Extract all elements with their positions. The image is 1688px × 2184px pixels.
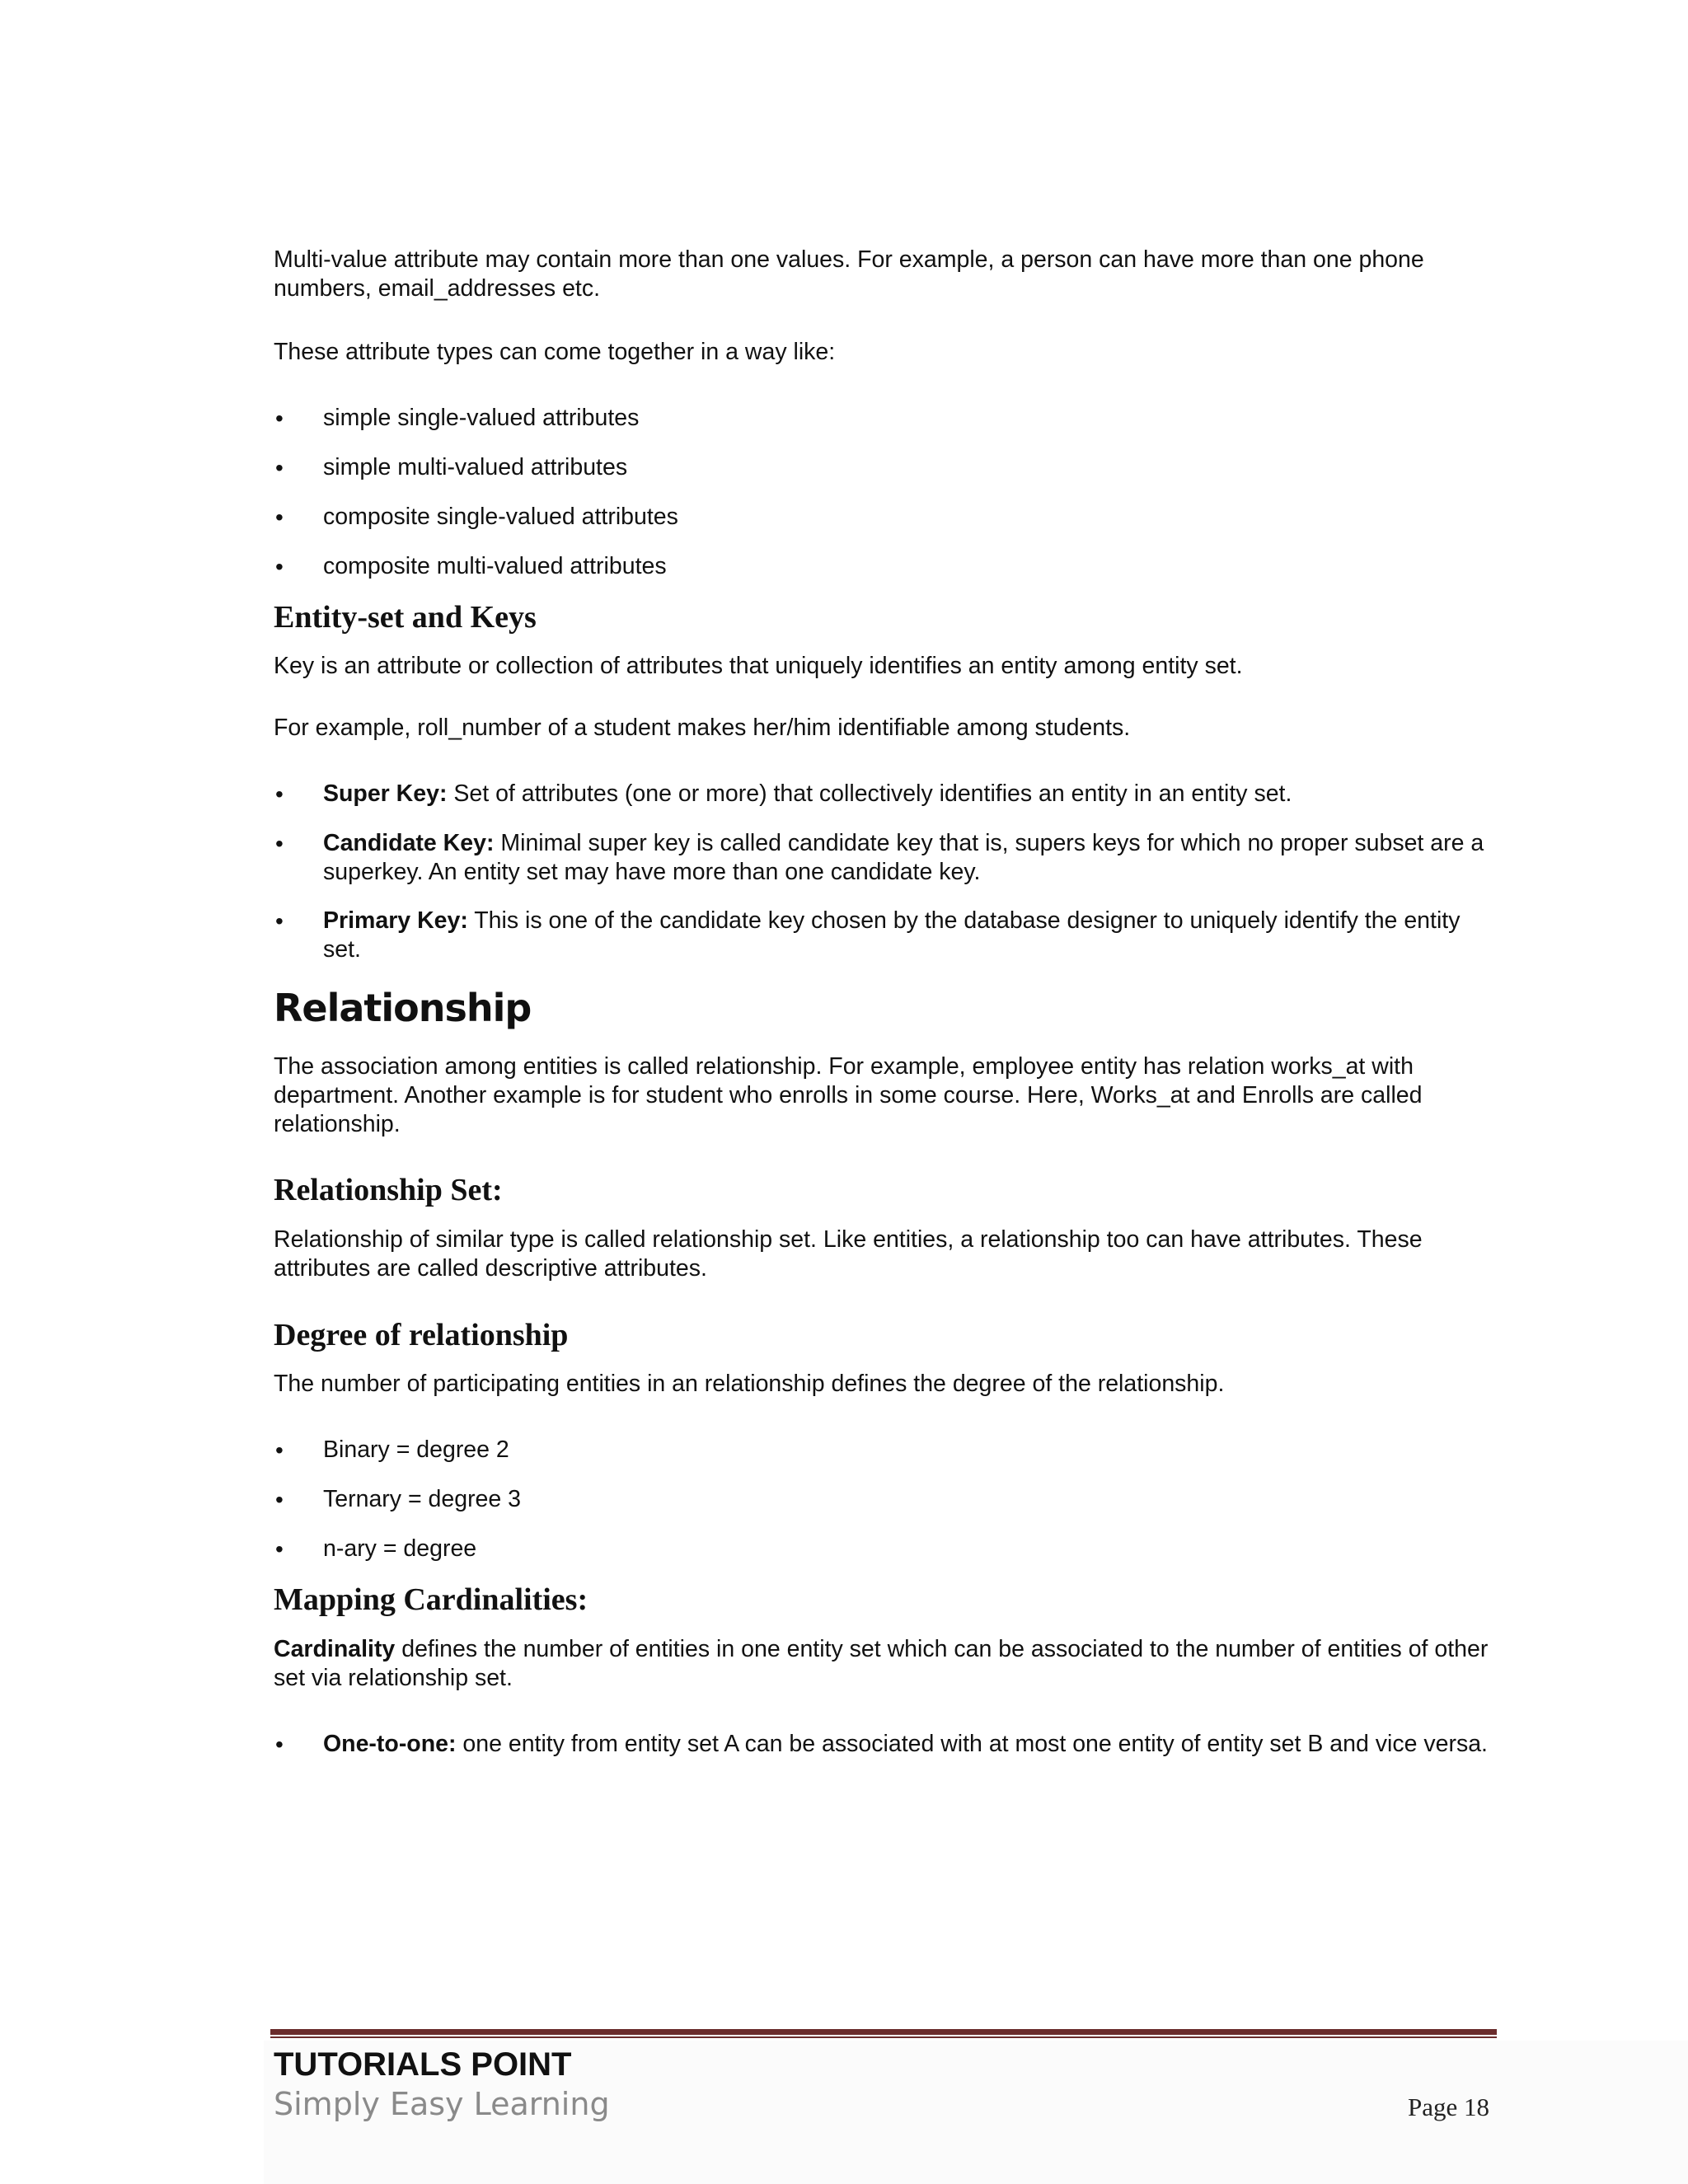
footer-brand: TUTORIALS POINT [274, 2046, 572, 2083]
attribute-types-list [274, 404, 1497, 581]
list-item: • composite single-valued attributes [275, 504, 678, 530]
page-number: Page 18 [1408, 2093, 1490, 2121]
footer-divider [270, 2029, 1497, 2035]
list-item: • Binary = degree 2 [275, 1436, 509, 1463]
footer-tagline: Simply Easy Learning [274, 2086, 610, 2122]
bullet-icon: • [275, 831, 284, 856]
key-definition: Key is an attribute or collection of attributes that uniquely identifies an entity among entity set. [274, 653, 1243, 679]
key-example: For example, roll_number of a student makes her/him identifiable among students. [274, 715, 1131, 741]
together-paragraph: These attribute types can come together in a way like: [274, 339, 836, 365]
bullet-icon: • [275, 554, 284, 579]
list-item: • Ternary = degree 3 [275, 1486, 522, 1512]
relationship-paragraph: The association among entities is called relationship. For example, employee entity has relation works_at with department. Another example is for student who enrolls in some course. Here, Works_at and Enrolls are called relationship. [274, 1053, 1423, 1137]
list-item: • One-to-one: one entity from entity set A can be associated with at most one entity of entity set B and vice versa. [275, 1731, 1488, 1757]
cardinality-paragraph: Cardinality defines the number of entities in one entity set which can be associated to the number of entities of other set via relationship set. [274, 1636, 1489, 1691]
relationship-set-paragraph: Relationship of similar type is called relationship set. Like entities, a relationship too can have attributes. These attributes are called descriptive attributes. [274, 1226, 1423, 1282]
one-to-one-term: One-to-one: [323, 1731, 457, 1757]
bullet-icon: • [275, 1536, 284, 1562]
degree-paragraph: The number of participating entities in an relationship defines the degree of the relationship. [274, 1371, 1225, 1397]
relationship-set-heading: Relationship Set: [274, 1173, 503, 1207]
degree-list [274, 1436, 1497, 1563]
bullet-icon: • [275, 781, 284, 807]
bullet-icon: • [275, 504, 284, 530]
bullet-icon: • [275, 1732, 284, 1757]
multi-value-paragraph: Multi-value attribute may contain more than one values. For example, a person can have more than one phone numbers, email_addresses etc. [274, 246, 1424, 302]
bullet-icon: • [275, 908, 284, 934]
candidate-key-term: Candidate Key: [323, 830, 495, 856]
list-item: • simple multi-valued attributes [275, 454, 628, 480]
mapping-heading: Mapping Cardinalities: [274, 1582, 588, 1617]
relationship-heading: Relationship [274, 986, 532, 1030]
primary-key-term: Primary Key: [323, 907, 468, 934]
list-item: • Candidate Key: Minimal super key is called candidate key that is, supers keys for which no proper subset are a superkey. An entity set may have more than one candidate key. [275, 830, 1484, 885]
bullet-icon: • [275, 405, 284, 431]
cardinality-list [274, 1730, 1497, 1759]
bullet-icon: • [275, 1487, 284, 1512]
bullet-icon: • [275, 455, 284, 480]
super-key-term: Super Key: [323, 780, 448, 807]
list-item: • Super Key: Set of attributes (one or more) that collectively identifies an entity in an entity set. [275, 780, 1292, 807]
bullet-icon: • [275, 1437, 284, 1463]
footer-divider-thin [270, 2036, 1497, 2038]
list-item: • Primary Key: This is one of the candidate key chosen by the database designer to uniquely identify the entity set. [275, 907, 1461, 963]
list-item: • composite multi-valued attributes [275, 553, 667, 579]
entity-keys-heading: Entity-set and Keys [274, 600, 537, 635]
degree-heading: Degree of relationship [274, 1318, 569, 1352]
list-item: • n-ary = degree [275, 1535, 477, 1562]
list-item: • simple single-valued attributes [275, 405, 640, 431]
keys-list [274, 780, 1497, 964]
cardinality-term: Cardinality [274, 1636, 396, 1662]
